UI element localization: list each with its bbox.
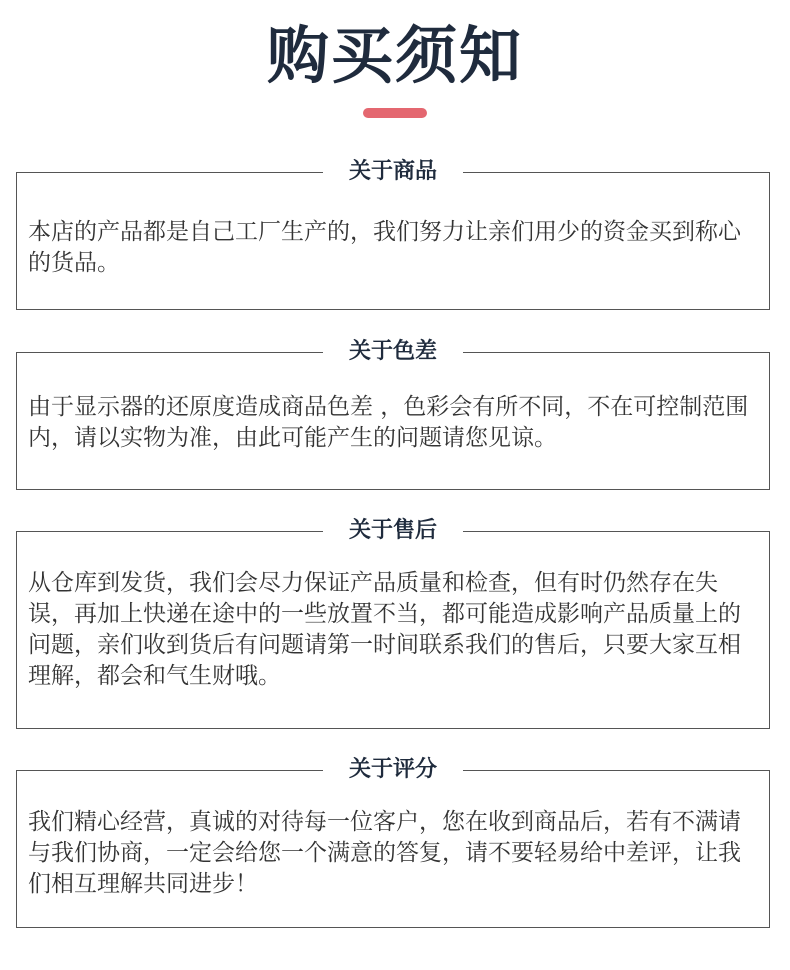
section-heading: 关于评分 — [323, 753, 463, 787]
page-title: 购买须知 — [266, 19, 523, 92]
section-heading: 关于商品 — [323, 155, 463, 189]
section-heading: 关于售后 — [323, 514, 463, 548]
section-rating — [16, 757, 770, 928]
section-text: 由于显示器的还原度造成商品色差 ，色彩会有所不同，不在可控制范围内，请以实物为准，由此可能产生的问题请您见谅。 — [28, 394, 749, 451]
title-underline — [363, 108, 427, 118]
section-text: 从仓库到发货，我们会尽力保证产品质量和检查，但有时仍然存在失误，再加上快递在途中的一些放置不当，都可能造成影响产品质量上的问题，亲们收到货后有问题请第一时间联系我们的售后，只要大家互相理解，都会和气生财哦。 — [28, 570, 741, 689]
section-after-sales — [16, 518, 770, 729]
section-product — [16, 159, 770, 310]
section-heading: 关于色差 — [323, 335, 463, 369]
section-color-difference — [16, 339, 770, 490]
section-text: 我们精心经营，真诚的对待每一位客户，您在收到商品后，若有不满请与我们协商，一定会给您一个满意的答复，请不要轻易给中差评，让我们相互理解共同进步！ — [28, 809, 741, 897]
section-text: 本店的产品都是自己工厂生产的，我们努力让亲们用少的资金买到称心的货品。 — [28, 219, 741, 276]
